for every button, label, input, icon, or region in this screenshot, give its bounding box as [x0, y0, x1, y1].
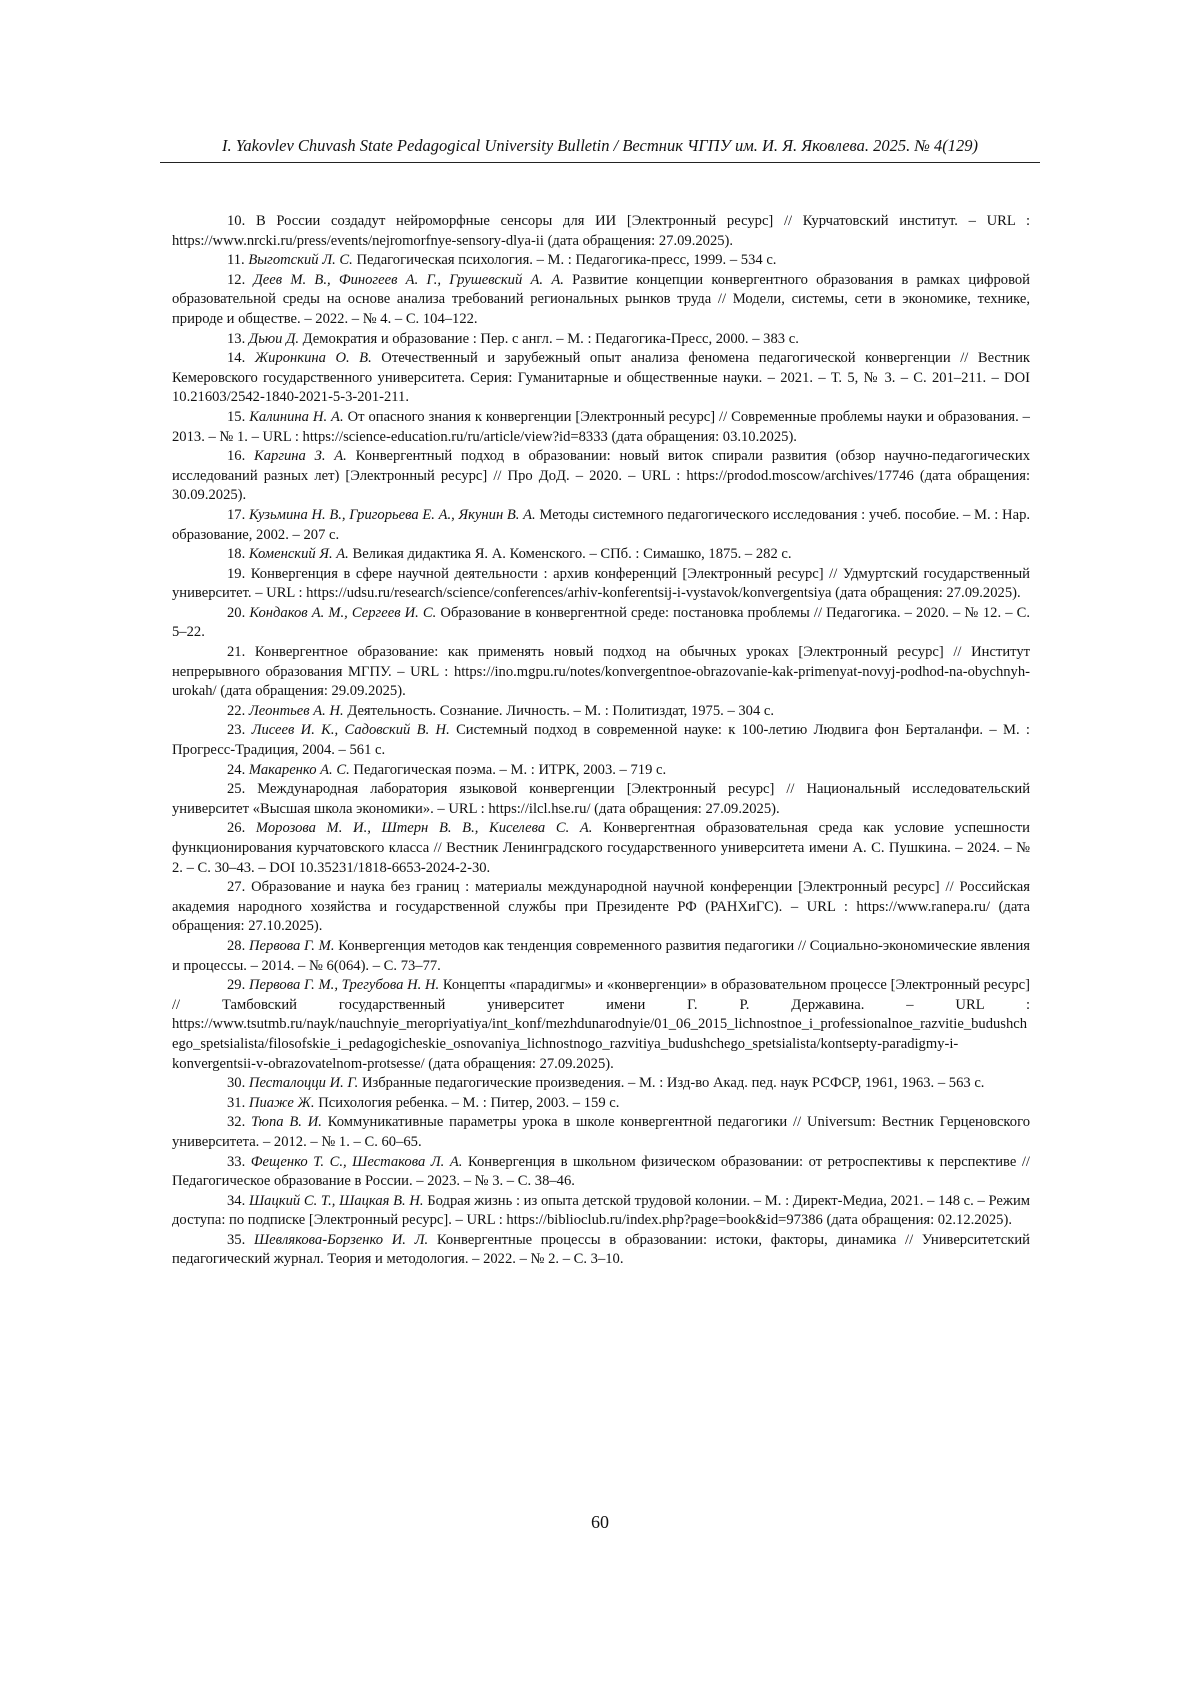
reference-number: 18. [227, 546, 246, 563]
reference-authors: Деев М. В., Финогеев А. Г., Грушевский А. А. [253, 271, 564, 288]
reference-authors: Калинина Н. А. [249, 408, 344, 425]
reference-number: 12. [227, 271, 246, 288]
reference-entry [172, 349, 1030, 408]
reference-entry [172, 1074, 1030, 1094]
reference-authors: Шацкий С. Т., Шацкая В. Н. [248, 1192, 424, 1209]
reference-authors: Шевлякова-Борзенко И. Л. [253, 1231, 429, 1248]
reference-entry [172, 330, 1030, 350]
reference-text: Конвергентные процессы в образовании: истоки, факторы, динамика // Университетский педагогический журнал. Теория и методология. – 2022. – № 2. – С. 3–10. [172, 1231, 1030, 1268]
reference-text: Системный подход в современной науке: к 100-летию Людвига фон Берталанфи. – М. : Прогресс-Традиция, 2004. – 561 с. [172, 722, 1030, 759]
reference-authors: Первова Г. М., Трегубова Н. Н. [248, 977, 440, 994]
reference-entry [172, 251, 1030, 271]
reference-text: Педагогическая психология. – М. : Педагогика-пресс, 1999. – 534 с. [356, 252, 777, 269]
reference-entry [172, 545, 1030, 565]
reference-authors: Тюпа В. И. [251, 1114, 322, 1131]
reference-number: 26. [227, 820, 246, 837]
reference-entry [172, 1153, 1030, 1192]
reference-entry [172, 506, 1030, 545]
reference-number: 30. [227, 1075, 246, 1092]
reference-authors: Леонтьев А. Н. [248, 702, 344, 719]
reference-entry [172, 1094, 1030, 1114]
reference-text: Международная лаборатория языковой конвергенции [Электронный ресурс] // Национальный исследовательский университет «Высшая школа экономики». – URL : https://ilcl.hse.ru/ (дата обращения: 27.09.2025). [172, 781, 1031, 817]
reference-authors: Кондаков А. М., Сергеев И. С. [249, 604, 437, 621]
reference-authors: Кузьмина Н. В., Григорьева Е. А., Якунин В. А. [248, 506, 536, 523]
reference-text: Конвергенция методов как тенденция современного развития педагогики // Социально-экономические явления и процессы. – 2014. – № 6(064). – С. 73–77. [172, 937, 1030, 974]
reference-entry [172, 447, 1030, 506]
reference-text: Демократия и образование : Пер. с англ. – М. : Педагогика-Пресс, 2000. – 383 с. [302, 330, 799, 347]
reference-authors: Коменский Я. А. [248, 546, 349, 563]
reference-text: Великая дидактика Я. А. Коменского. – СПб. : Симашко, 1875. – 282 с. [352, 546, 792, 563]
reference-number: 13. [227, 330, 246, 347]
reference-entry [172, 408, 1030, 447]
reference-number: 16. [227, 448, 246, 465]
reference-entry [172, 976, 1030, 1074]
reference-authors: Лисеев И. К., Садовский В. Н. [251, 722, 450, 739]
reference-entry [172, 604, 1030, 643]
reference-authors: Макаренко А. С. [248, 761, 350, 778]
reference-number: 23. [227, 722, 246, 739]
reference-number: 14. [227, 350, 246, 367]
reference-text: Образование в конвергентной среде: постановка проблемы // Педагогика. – 2020. – № 12. – С. 5–22. [172, 604, 1030, 641]
reference-number: 31. [227, 1094, 246, 1111]
reference-number: 32. [227, 1114, 246, 1131]
reference-authors: Песталоцци И. Г. [248, 1075, 359, 1092]
reference-entry [172, 761, 1030, 781]
reference-text: Конвергентное образование: как применять новый подход на обычных уроках [Электронный ресурс] // Институт непрерывного образования МГПУ. – URL : https://ino.mgpu.ru/notes/konvergentnoe-obrazovanie-kak-primenyat-novyj-podhod-na-obychnyh-urokah/ (дата обращения: 29.09.2025). [172, 644, 1030, 700]
reference-list [172, 212, 1030, 1270]
reference-number: 28. [227, 937, 246, 954]
reference-text: Отечественный и зарубежный опыт анализа феномена педагогической конвергенции // Вестник Кемеровского государственного университета. Серия: Гуманитарные и общественные науки. – 2021. – Т. 5, № 3. – С. 201–211. – DOI 10.21603/2542-1840-2021-5-3-201-211. [172, 350, 1030, 406]
reference-number: 22. [227, 702, 246, 719]
reference-entry [172, 819, 1030, 878]
reference-authors: Каргина З. А. [254, 448, 347, 465]
reference-number: 21. [227, 644, 246, 661]
reference-entry [172, 721, 1030, 760]
reference-number: 17. [227, 506, 246, 523]
reference-authors: Первова Г. М. [249, 937, 335, 954]
reference-number: 15. [227, 408, 246, 425]
reference-entry [172, 937, 1030, 976]
reference-number: 24. [227, 761, 246, 778]
reference-number: 33. [227, 1153, 246, 1170]
reference-entry [172, 212, 1030, 251]
reference-entry [172, 565, 1030, 604]
reference-text: Деятельность. Сознание. Личность. – М. : Политиздат, 1975. – 304 с. [347, 702, 775, 719]
reference-number: 25. [227, 781, 246, 798]
reference-text: Коммуникативные параметры урока в школе конвергентной педагогики // Universum: Вестник Герценовского университета. – 2012. – № 1. – С. 60–65. [172, 1114, 1030, 1150]
reference-text: Конвергенция в сфере научной деятельности : архив конференций [Электронный ресурс] // Удмуртский государственный университет. – URL : https://udsu.ru/research/science/conferences/arhiv-konferentsij-i-vystavok/konvergentsiya (дата обращения: 27.09.2025). [172, 565, 1030, 602]
reference-text: Методы системного педагогического исследования : учеб. пособие. – М. : Нар. образование, 2002. – 207 с. [172, 506, 1031, 543]
reference-text: Психология ребенка. – М. : Питер, 2003. – 159 с. [318, 1094, 620, 1111]
reference-number: 35. [227, 1231, 246, 1248]
reference-entry [172, 1192, 1030, 1231]
running-header: I. Yakovlev Chuvash State Pedagogical University Bulletin / Вестник ЧГПУ им. И. Я. Яковлева. 2025. № 4(129) [160, 136, 1040, 163]
reference-text: Бодрая жизнь : из опыта детской трудовой колонии. – М. : Директ-Медиа, 2021. – 148 с. – Режим доступа: по подписке [Электронный ресурс]. – URL : https://biblioclub.ru/index.php?page=book&id=97386 (дата обращения: 02.12.2025). [172, 1192, 1030, 1229]
reference-entry [172, 643, 1030, 702]
reference-authors: Фещенко Т. С., Шестакова Л. А. [250, 1153, 463, 1170]
reference-entry [172, 1231, 1030, 1270]
reference-text: Образование и наука без границ : материалы международной научной конференции [Электронный ресурс] // Российская академия народного хозяйства и государственной службы при Президенте РФ (РАНХиГС). – URL : https://www.ranepa.ru/ (дата обращения: 27.10.2025). [172, 879, 1030, 935]
page-number: 60 [591, 1512, 609, 1532]
reference-number: 20. [227, 604, 246, 621]
reference-authors: Выготский Л. С. [248, 252, 353, 269]
reference-authors: Пиаже Ж. [248, 1094, 315, 1111]
reference-entry [172, 1113, 1030, 1152]
reference-text: Педагогическая поэма. – М. : ИТРК, 2003. – 719 с. [353, 761, 667, 778]
reference-number: 29. [227, 977, 246, 994]
reference-text: Концепты «парадигмы» и «конвергенции» в образовательном процессе [Электронный ресурс] // Тамбовский государственный университет имени Г. Р. Державина. – URL : https://www.tsutmb.ru/nayk/nauchnyie_meropriyatiya/int_konf/mezhdunarodnyie/01_06_2015_lichnostnoe_i_professionalnoe_razvitie_budushchego_spetsialista/filosofskie_i_pedagogicheskie_osnovaniya_lichnostnogo_razvitiya_budushchego_spetsialista/kontsepty-paradigmy-i-konvergentsii-v-obrazovatelnom-protsesse/ (дата обращения: 27.09.2025). [172, 977, 1030, 1072]
reference-authors: Жиронкина О. В. [254, 350, 372, 367]
reference-authors: Дьюи Д. [248, 330, 300, 347]
reference-text: Конвергентная образовательная среда как условие успешности функционирования курчатовского класса // Вестник Ленинградского государственного университета имени А. С. Пушкина. – 2024. – № 2. – С. 30–43. – DOI 10.35231/1818-6653-2024-2-30. [172, 820, 1030, 876]
reference-text: В России создадут нейроморфные сенсоры для ИИ [Электронный ресурс] // Курчатовский институт. – URL : https://www.nrcki.ru/press/events/nejromorfnye-sensory-dlya-ii (дата обращения: 27.09.2025). [172, 213, 1031, 249]
reference-number: 11. [227, 252, 245, 269]
reference-number: 19. [227, 565, 246, 582]
reference-number: 27. [227, 879, 246, 896]
reference-text: От опасного знания к конвергенции [Электронный ресурс] // Современные проблемы науки и образования. – 2013. – № 1. – URL : https://science-education.ru/ru/article/view?id=8333 (дата обращения: 03.10.2025). [172, 408, 1030, 445]
reference-entry [172, 271, 1030, 330]
reference-authors: Морозова М. И., Штерн В. В., Киселева С. А. [255, 820, 593, 837]
reference-text: Избранные педагогические произведения. – М. : Изд-во Акад. пед. наук РСФСР, 1961, 1963. – 563 с. [361, 1075, 985, 1092]
reference-number: 10. [227, 213, 246, 229]
reference-entry [172, 878, 1030, 937]
reference-number: 34. [227, 1192, 246, 1209]
reference-entry [172, 780, 1030, 819]
reference-text: Конвергентный подход в образовании: новый виток спирали развития (обзор научно-педагогических исследований разных лет) [Электронный ресурс] // Про ДоД. – 2020. – URL : https://prodod.moscow/archives/17746 (дата обращения: 30.09.2025). [172, 448, 1031, 504]
reference-text: Конвергенция в школьном физическом образовании: от ретроспективы к перспективе // Педагогическое образование в России. – 2023. – № 3. – С. 38–46. [172, 1153, 1030, 1190]
reference-entry [172, 702, 1030, 722]
reference-text: Развитие концепции конвергентного образования в рамках цифровой образовательной среды на основе анализа требований региональных рынков труда // Модели, системы, сети в экономике, технике, природе и обществе. – 2022. – № 4. – С. 104–122. [172, 271, 1030, 327]
